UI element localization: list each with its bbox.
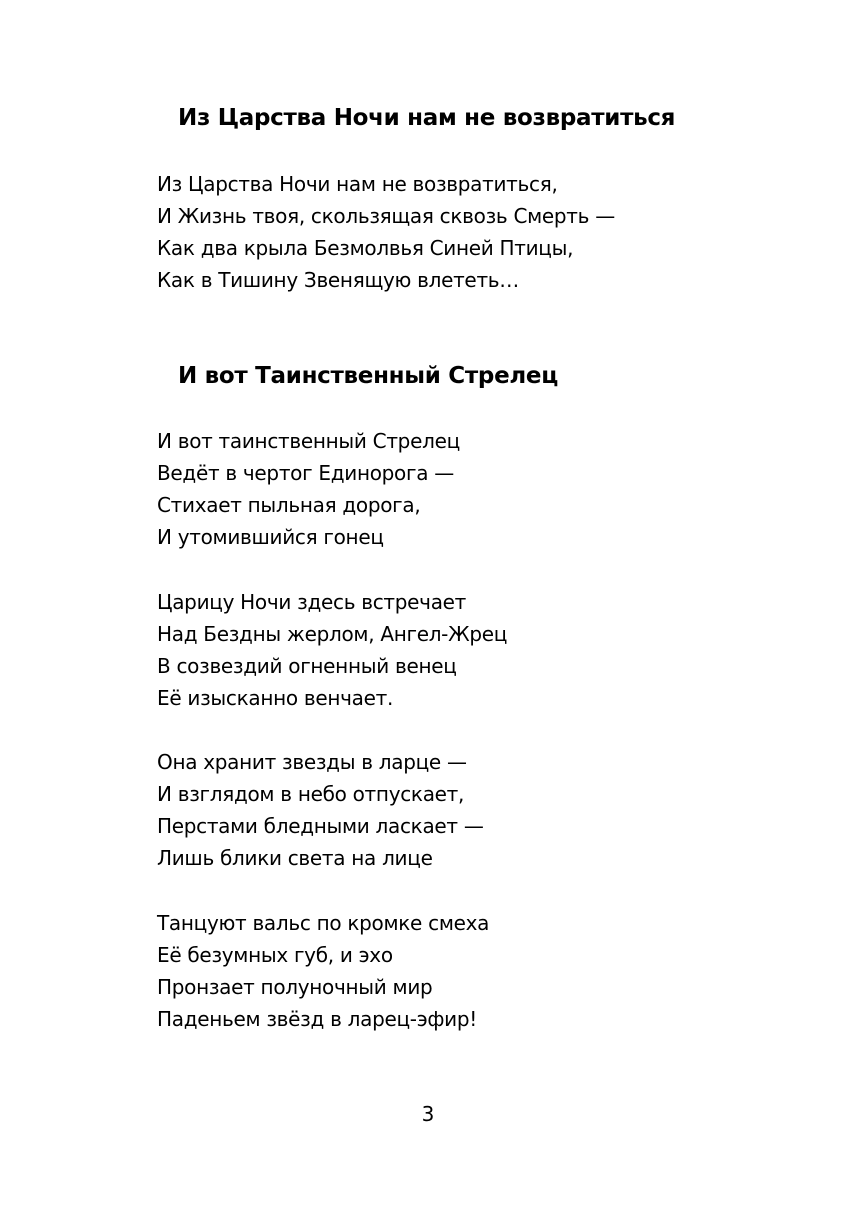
stanza xyxy=(157,586,507,714)
poem-line: Паденьем звёзд в ларец-эфир! xyxy=(157,1007,477,1031)
poem-line: Её изысканно венчает. xyxy=(157,686,394,710)
poem-title: И вот Таинственный Стрелец xyxy=(178,363,558,389)
poem-line: Её безумных губ, и эхо xyxy=(157,943,393,967)
stanza xyxy=(157,746,484,874)
poem-line: И Жизнь твоя, скользящая сквозь Смерть — xyxy=(157,204,615,228)
poem-line: Пронзает полуночный мир xyxy=(157,975,433,999)
poem-line: И взглядом в небо отпускает, xyxy=(157,782,465,806)
page-number: 3 xyxy=(421,1102,435,1126)
poem-line: Танцуют вальс по кромке смеха xyxy=(157,911,490,935)
poem-line: В созвездий огненный венец xyxy=(157,654,457,678)
poem-line: Лишь блики света на лице xyxy=(157,846,433,870)
poem-line: Над Бездны жерлом, Ангел-Жрец xyxy=(157,622,508,646)
poem-line: Ведёт в чертог Единорога — xyxy=(157,461,454,485)
poem-line: Царицу Ночи здесь встречает xyxy=(157,590,466,614)
poem-line: Перстами бледными ласкает — xyxy=(157,814,484,838)
poem-line: Как два крыла Безмолвья Синей Птицы, xyxy=(157,236,574,260)
stanza xyxy=(157,425,460,553)
poem-line: Стихает пыльная дорога, xyxy=(157,493,421,517)
poem-line: Как в Тишину Звенящую влететь… xyxy=(157,268,519,292)
poem-line: Она хранит звезды в ларце — xyxy=(157,750,467,774)
poem-line: Из Царства Ночи нам не возвратиться, xyxy=(157,172,558,196)
stanza xyxy=(157,168,615,296)
stanza xyxy=(157,907,489,1035)
poem-title: Из Царства Ночи нам не возвратиться xyxy=(178,105,676,131)
poem-line: И утомившийся гонец xyxy=(157,525,384,549)
poem-line: И вот таинственный Стрелец xyxy=(157,429,460,453)
